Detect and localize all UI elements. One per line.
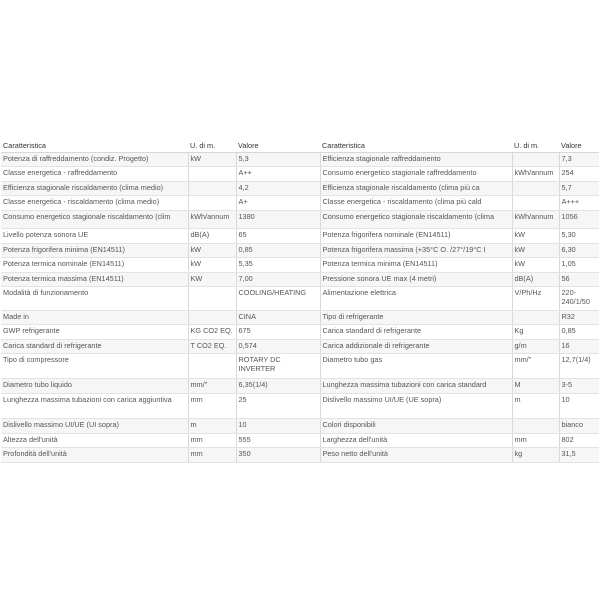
unit-left-cell: kW: [188, 243, 236, 258]
header-value-left: Valore: [236, 140, 320, 152]
value-left-cell: 25: [236, 393, 320, 418]
characteristic-left-cell: Altezza dell'unità: [1, 433, 188, 448]
characteristic-right-cell: Potenza frigorifera massima (+35°C O. /27°/19°C I: [320, 243, 512, 258]
unit-left-cell: mm: [188, 393, 236, 418]
unit-left-cell: [188, 354, 236, 379]
value-left-cell: 675: [236, 325, 320, 340]
unit-right-cell: g/m: [512, 339, 559, 354]
unit-right-cell: Kg: [512, 325, 559, 340]
characteristic-right-cell: Alimentazione elettrica: [320, 287, 512, 310]
value-right-cell: R32: [559, 310, 599, 325]
table-row: [1, 243, 599, 258]
characteristic-right-cell: Consumo energetico stagionale riscaldamento (clima: [320, 210, 512, 228]
unit-left-cell: kWh/annum: [188, 210, 236, 228]
characteristic-left-cell: Classe energetica - riscaldamento (clima medio): [1, 196, 188, 211]
characteristic-right-cell: Carica standard di refrigerante: [320, 325, 512, 340]
table-row: [1, 228, 599, 243]
characteristic-left-cell: Diametro tubo liquido: [1, 379, 188, 394]
value-right-cell: A+++: [559, 196, 599, 211]
header-characteristic-left: Caratteristica: [1, 140, 188, 152]
table-row: [1, 181, 599, 196]
unit-left-cell: KW: [188, 272, 236, 287]
value-right-cell: 802: [559, 433, 599, 448]
characteristic-left-cell: Lunghezza massima tubazioni con carica aggiuntiva: [1, 393, 188, 418]
table-row: [1, 393, 599, 418]
characteristic-right-cell: Efficienza stagionale raffreddamento: [320, 152, 512, 167]
value-left-cell: 7,00: [236, 272, 320, 287]
value-left-cell: 5,3: [236, 152, 320, 167]
unit-left-cell: [188, 310, 236, 325]
table-row: [1, 258, 599, 273]
header-unit-right: U. di m.: [512, 140, 559, 152]
unit-left-cell: mm: [188, 448, 236, 463]
spec-table: [1, 140, 599, 463]
value-left-cell: CINA: [236, 310, 320, 325]
value-left-cell: COOLING/HEATING: [236, 287, 320, 310]
value-left-cell: A++: [236, 167, 320, 182]
value-left-cell: 6,35(1/4): [236, 379, 320, 394]
value-right-cell: 7,3: [559, 152, 599, 167]
unit-right-cell: kW: [512, 243, 559, 258]
value-right-cell: 12,7(1/4): [559, 354, 599, 379]
characteristic-left-cell: Made in: [1, 310, 188, 325]
header-row: [1, 140, 599, 152]
unit-left-cell: kW: [188, 152, 236, 167]
value-right-cell: bianco: [559, 418, 599, 433]
value-left-cell: 5,35: [236, 258, 320, 273]
characteristic-left-cell: Profondità dell'unità: [1, 448, 188, 463]
unit-left-cell: m: [188, 418, 236, 433]
unit-right-cell: mm/": [512, 354, 559, 379]
unit-left-cell: [188, 287, 236, 310]
table-row: [1, 287, 599, 310]
value-left-cell: 65: [236, 228, 320, 243]
unit-right-cell: V/Ph/Hz: [512, 287, 559, 310]
value-left-cell: ROTARY DC INVERTER: [236, 354, 320, 379]
value-right-cell: 220-240/1/50: [559, 287, 599, 310]
header-unit-left: U. di m.: [188, 140, 236, 152]
unit-right-cell: M: [512, 379, 559, 394]
unit-left-cell: KG CO2 EQ.: [188, 325, 236, 340]
unit-left-cell: [188, 167, 236, 182]
value-right-cell: 16: [559, 339, 599, 354]
characteristic-left-cell: Dislivello massimo UI/UE (UI sopra): [1, 418, 188, 433]
value-left-cell: 4,2: [236, 181, 320, 196]
characteristic-left-cell: Consumo energetico stagionale riscaldamento (clim: [1, 210, 188, 228]
table-row: [1, 310, 599, 325]
characteristic-left-cell: Classe energetica - raffreddamento: [1, 167, 188, 182]
unit-right-cell: [512, 152, 559, 167]
table-row: [1, 210, 599, 228]
table-row: [1, 379, 599, 394]
value-right-cell: 31,5: [559, 448, 599, 463]
characteristic-right-cell: Lunghezza massima tubazioni con carica standard: [320, 379, 512, 394]
characteristic-right-cell: Potenza frigorifera nominale (EN14511): [320, 228, 512, 243]
characteristic-right-cell: Consumo energetico stagionale raffreddamento: [320, 167, 512, 182]
value-right-cell: 6,30: [559, 243, 599, 258]
characteristic-left-cell: Modalità di funzionamento: [1, 287, 188, 310]
value-right-cell: 0,85: [559, 325, 599, 340]
characteristic-right-cell: Carica addizionale di refrigerante: [320, 339, 512, 354]
characteristic-right-cell: Diametro tubo gas: [320, 354, 512, 379]
value-left-cell: A+: [236, 196, 320, 211]
table-row: [1, 354, 599, 379]
value-right-cell: 1,05: [559, 258, 599, 273]
table-row: [1, 418, 599, 433]
unit-right-cell: m: [512, 393, 559, 418]
spec-table-body: [1, 152, 599, 462]
characteristic-left-cell: Efficienza stagionale riscaldamento (clima medio): [1, 181, 188, 196]
characteristic-left-cell: Carica standard di refrigerante: [1, 339, 188, 354]
unit-right-cell: [512, 310, 559, 325]
characteristic-left-cell: Potenza termica nominale (EN14511): [1, 258, 188, 273]
value-right-cell: 10: [559, 393, 599, 418]
unit-left-cell: dB(A): [188, 228, 236, 243]
header-characteristic-right: Caratteristica: [320, 140, 512, 152]
value-left-cell: 350: [236, 448, 320, 463]
unit-left-cell: kW: [188, 258, 236, 273]
unit-left-cell: [188, 196, 236, 211]
table-row: [1, 325, 599, 340]
characteristic-right-cell: Peso netto dell'unità: [320, 448, 512, 463]
table-row: [1, 196, 599, 211]
table-row: [1, 448, 599, 463]
unit-right-cell: kWh/annum: [512, 210, 559, 228]
value-right-cell: 3-5: [559, 379, 599, 394]
characteristic-right-cell: Potenza termica minima (EN14511): [320, 258, 512, 273]
characteristic-right-cell: Efficienza stagionale riscaldamento (clima più ca: [320, 181, 512, 196]
characteristic-left-cell: Tipo di compressore: [1, 354, 188, 379]
spec-table-header: [1, 140, 599, 152]
value-left-cell: 10: [236, 418, 320, 433]
characteristic-right-cell: Classe energetica - riscaldamento (clima più cald: [320, 196, 512, 211]
value-right-cell: 5,7: [559, 181, 599, 196]
table-row: [1, 152, 599, 167]
unit-left-cell: T CO2 EQ.: [188, 339, 236, 354]
table-row: [1, 339, 599, 354]
unit-right-cell: dB(A): [512, 272, 559, 287]
value-right-cell: 5,30: [559, 228, 599, 243]
unit-left-cell: [188, 181, 236, 196]
table-row: [1, 272, 599, 287]
unit-right-cell: kW: [512, 258, 559, 273]
characteristic-right-cell: Pressione sonora UE max (4 metri): [320, 272, 512, 287]
value-left-cell: 555: [236, 433, 320, 448]
characteristic-right-cell: Colori disponibili: [320, 418, 512, 433]
characteristic-right-cell: Dislivello massimo UI/UE (UE sopra): [320, 393, 512, 418]
characteristic-left-cell: GWP refrigerante: [1, 325, 188, 340]
characteristic-left-cell: Livello potenza sonora UE: [1, 228, 188, 243]
value-left-cell: 0,574: [236, 339, 320, 354]
value-right-cell: 56: [559, 272, 599, 287]
characteristic-left-cell: Potenza di raffreddamento (condiz. Progetto): [1, 152, 188, 167]
unit-right-cell: [512, 196, 559, 211]
unit-left-cell: mm: [188, 433, 236, 448]
table-row: [1, 433, 599, 448]
value-right-cell: 1056: [559, 210, 599, 228]
unit-right-cell: kW: [512, 228, 559, 243]
value-right-cell: 254: [559, 167, 599, 182]
characteristic-right-cell: Larghezza dell'unità: [320, 433, 512, 448]
unit-right-cell: kg: [512, 448, 559, 463]
unit-right-cell: mm: [512, 433, 559, 448]
table-row: [1, 167, 599, 182]
characteristic-left-cell: Potenza frigorifera minima (EN14511): [1, 243, 188, 258]
unit-right-cell: [512, 418, 559, 433]
characteristic-right-cell: Tipo di refrigerante: [320, 310, 512, 325]
unit-left-cell: mm/": [188, 379, 236, 394]
unit-right-cell: kWh/annum: [512, 167, 559, 182]
value-left-cell: 1380: [236, 210, 320, 228]
unit-right-cell: [512, 181, 559, 196]
header-value-right: Valore: [559, 140, 599, 152]
value-left-cell: 0,85: [236, 243, 320, 258]
characteristic-left-cell: Potenza termica massima (EN14511): [1, 272, 188, 287]
